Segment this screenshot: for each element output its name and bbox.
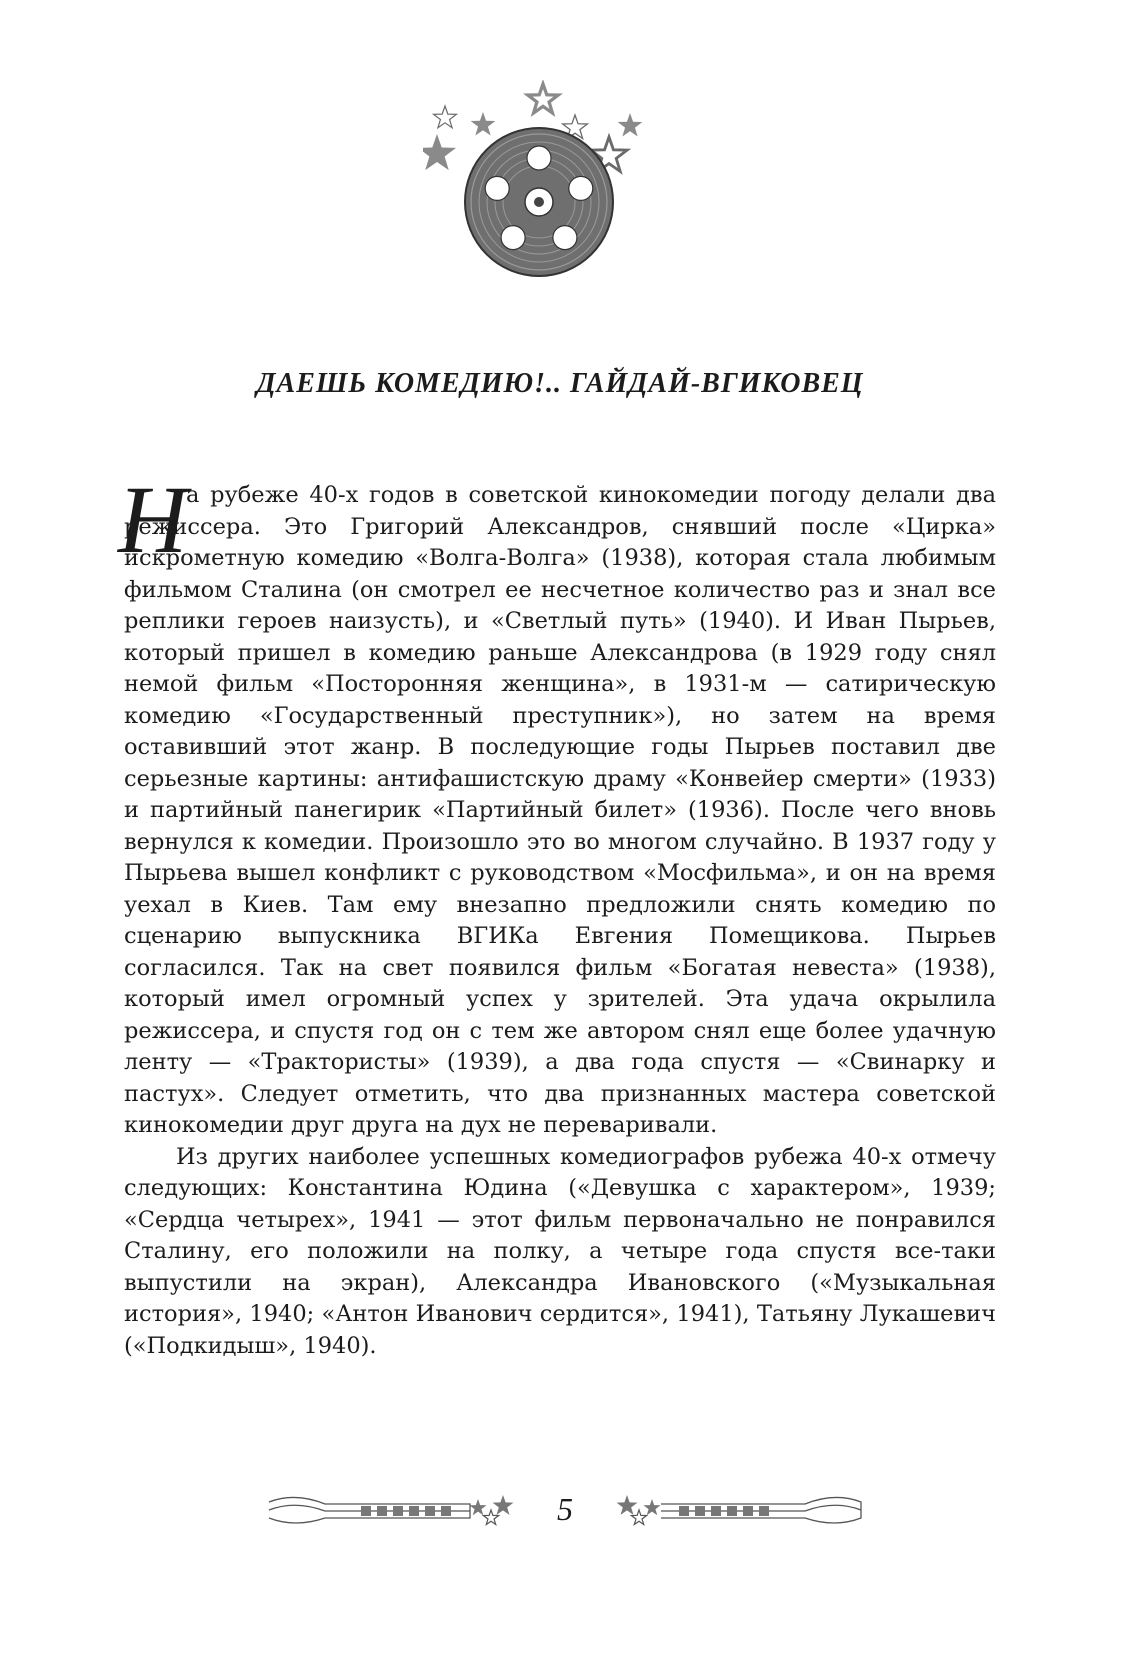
body-text — [118, 466, 996, 1362]
drop-cap: Н — [118, 466, 188, 573]
page-footer — [265, 1484, 865, 1542]
paragraph-2: Из других наиболее успешных комедиографов рубежа 40-х отмечу следующих: Константина Юдина («Девушка с характером», 1939; «Сердца четырех», 1941 — этот фильм первоначально не понравился Сталину, его положили на полку, а четыре года спустя все-таки выпустили на экран), Александра Ивановского («Музыкальная история», 1940; «Антон Иванович сердится», 1941), Татьяну Лукашевич («Подкидыш», 1940). — [124, 1143, 996, 1359]
page-number: 5 — [557, 1491, 573, 1527]
film-reel-with-stars-icon — [423, 80, 653, 280]
film-reel-icon — [465, 128, 613, 276]
chapter-title: ДАЕШЬ КОМЕДИЮ!.. ГАЙДАЙ-ВГИКОВЕЦ — [256, 368, 864, 399]
paragraph-1: а рубеже 40-х годов в советской кинокомедии погоду делали два режиссера. Это Григорий Александров, снявший после «Цирка» искрометную комедию «Волга-Волга» (1938), которая стала любимым фильмом Сталина (он смотрел ее несчетное количество раз и знал все реплики героев наизусть), и «Светлый путь» (1940). И Иван Пырьев, который пришел в комедию раньше Александрова (в 1929 году снял немой фильм «Посторонняя женщина», в 1931-м — сатирическую комедию «Государственный преступник»), но затем на время оставивший этот жанр. В последующие годы Пырьев поставил две серьезные картины: антифашистскую драму «Конвейер смерти» (1933) и партийный панегирик «Партийный билет» (1936). После чего вновь вернулся к комедии. Произошло это во многом случайно. В 1937 году у Пырьева вышел конфликт с руководством «Мосфильма», и он на время уехал в Киев. Там ему внезапно предложили снять комедию по сценарию выпускника ВГИКа Евгения Помещикова. Пырьев согласился. Так на свет появился фильм «Богатая невеста» (1938), который имел огромный успех у зрителей. Эта удача окрылила режиссера, и спустя год он с тем же автором снял еще более удачную ленту — «Трактористы» (1939), а два года спустя — «Свинарку и пастух». Следует отметить, что два признанных мастера советской кинокомедии друг друга на дух не переваривали. — [124, 482, 996, 1138]
